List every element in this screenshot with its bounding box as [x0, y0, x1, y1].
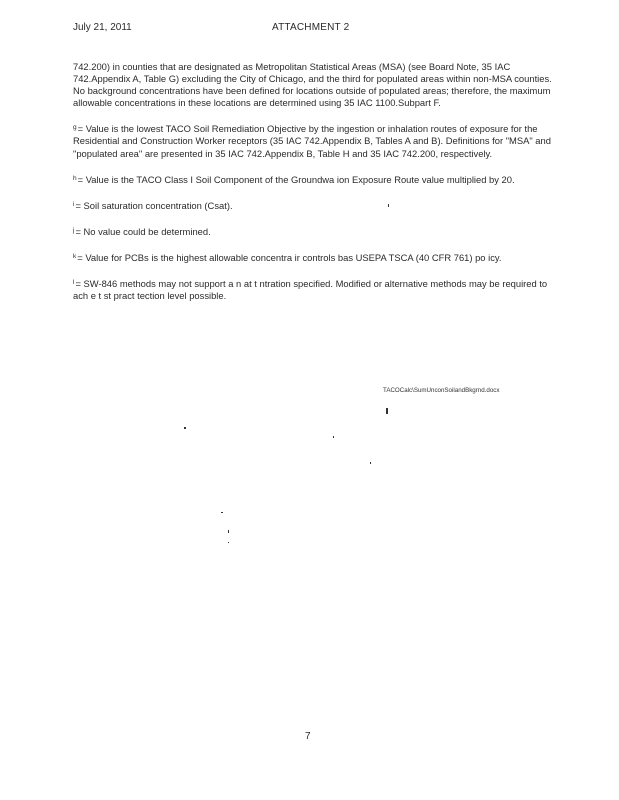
paragraph-continuation — [73, 61, 553, 109]
header-date: July 21, 2011 — [73, 22, 132, 33]
footnote-marker: j — [73, 226, 75, 234]
footnote-text: = No value could be determined. — [75, 225, 211, 237]
scan-speck — [370, 462, 371, 464]
footnote-text: = Value is the TACO Class I Soil Component of the Groundwa ion Exposure Route value multiplied by 20. — [77, 173, 515, 185]
file-reference: TACOCalc\SumUnconSoilandBkgrnd.docx — [383, 387, 500, 394]
footnote-marker: l — [73, 279, 75, 287]
footnote-text: = SW-846 methods may not support a n at t ntration specified. Modified or alternative methods may be required to ach e t st pract tection level possible. — [73, 278, 548, 302]
footnote-l — [73, 277, 553, 302]
footnote-marker: g — [73, 124, 77, 132]
paragraph-text: 742.200) in counties that are designated as Metropolitan Statistical Areas (MSA) (see Board Note, 35 IAC 742.Appendix A, Table G) excluding the City of Chicago, and the third for populated areas within non-MSA counties. No background concentrations have been defined for locations outside of populated areas; therefore, the maximum allowable concentrations in these locations are determined using 35 IAC 1100.Subpart F. — [73, 61, 552, 109]
footnote-marker: i — [73, 200, 75, 208]
scan-speck — [228, 530, 229, 533]
scan-speck — [333, 436, 334, 438]
footnote-h — [73, 173, 553, 186]
scan-speck — [388, 204, 389, 207]
footnote-marker: k — [73, 252, 77, 260]
footnote-marker: h — [73, 174, 77, 182]
footnote-text: = Value for PCBs is the highest allowable concentra ir controls bas USEPA TSCA (40 CFR 761) po icy. — [77, 251, 502, 263]
footnote-k — [73, 251, 553, 264]
footnote-text: = Soil saturation concentration (Csat). — [75, 199, 233, 211]
footnote-text: = Value is the lowest TACO Soil Remediation Objective by the ingestion or inhalation routes of exposure for the Residential and Construction Worker receptors (35 IAC 742.Appendix B, Tables A and B). Definitions for "MSA" and "populated area" are presented in 35 IAC 742.Appendix B, Table H and 35 IAC 742.200, respectively. — [73, 123, 551, 159]
scan-speck — [184, 427, 186, 429]
document-body — [73, 61, 553, 315]
footnote-j — [73, 225, 553, 238]
page-number: 7 — [305, 731, 311, 742]
scan-speck — [221, 512, 223, 513]
footnote-i — [73, 199, 553, 212]
footnote-g — [73, 122, 553, 159]
scan-speck — [228, 542, 229, 543]
scan-speck — [386, 408, 388, 414]
header-title: ATTACHMENT 2 — [272, 22, 350, 33]
